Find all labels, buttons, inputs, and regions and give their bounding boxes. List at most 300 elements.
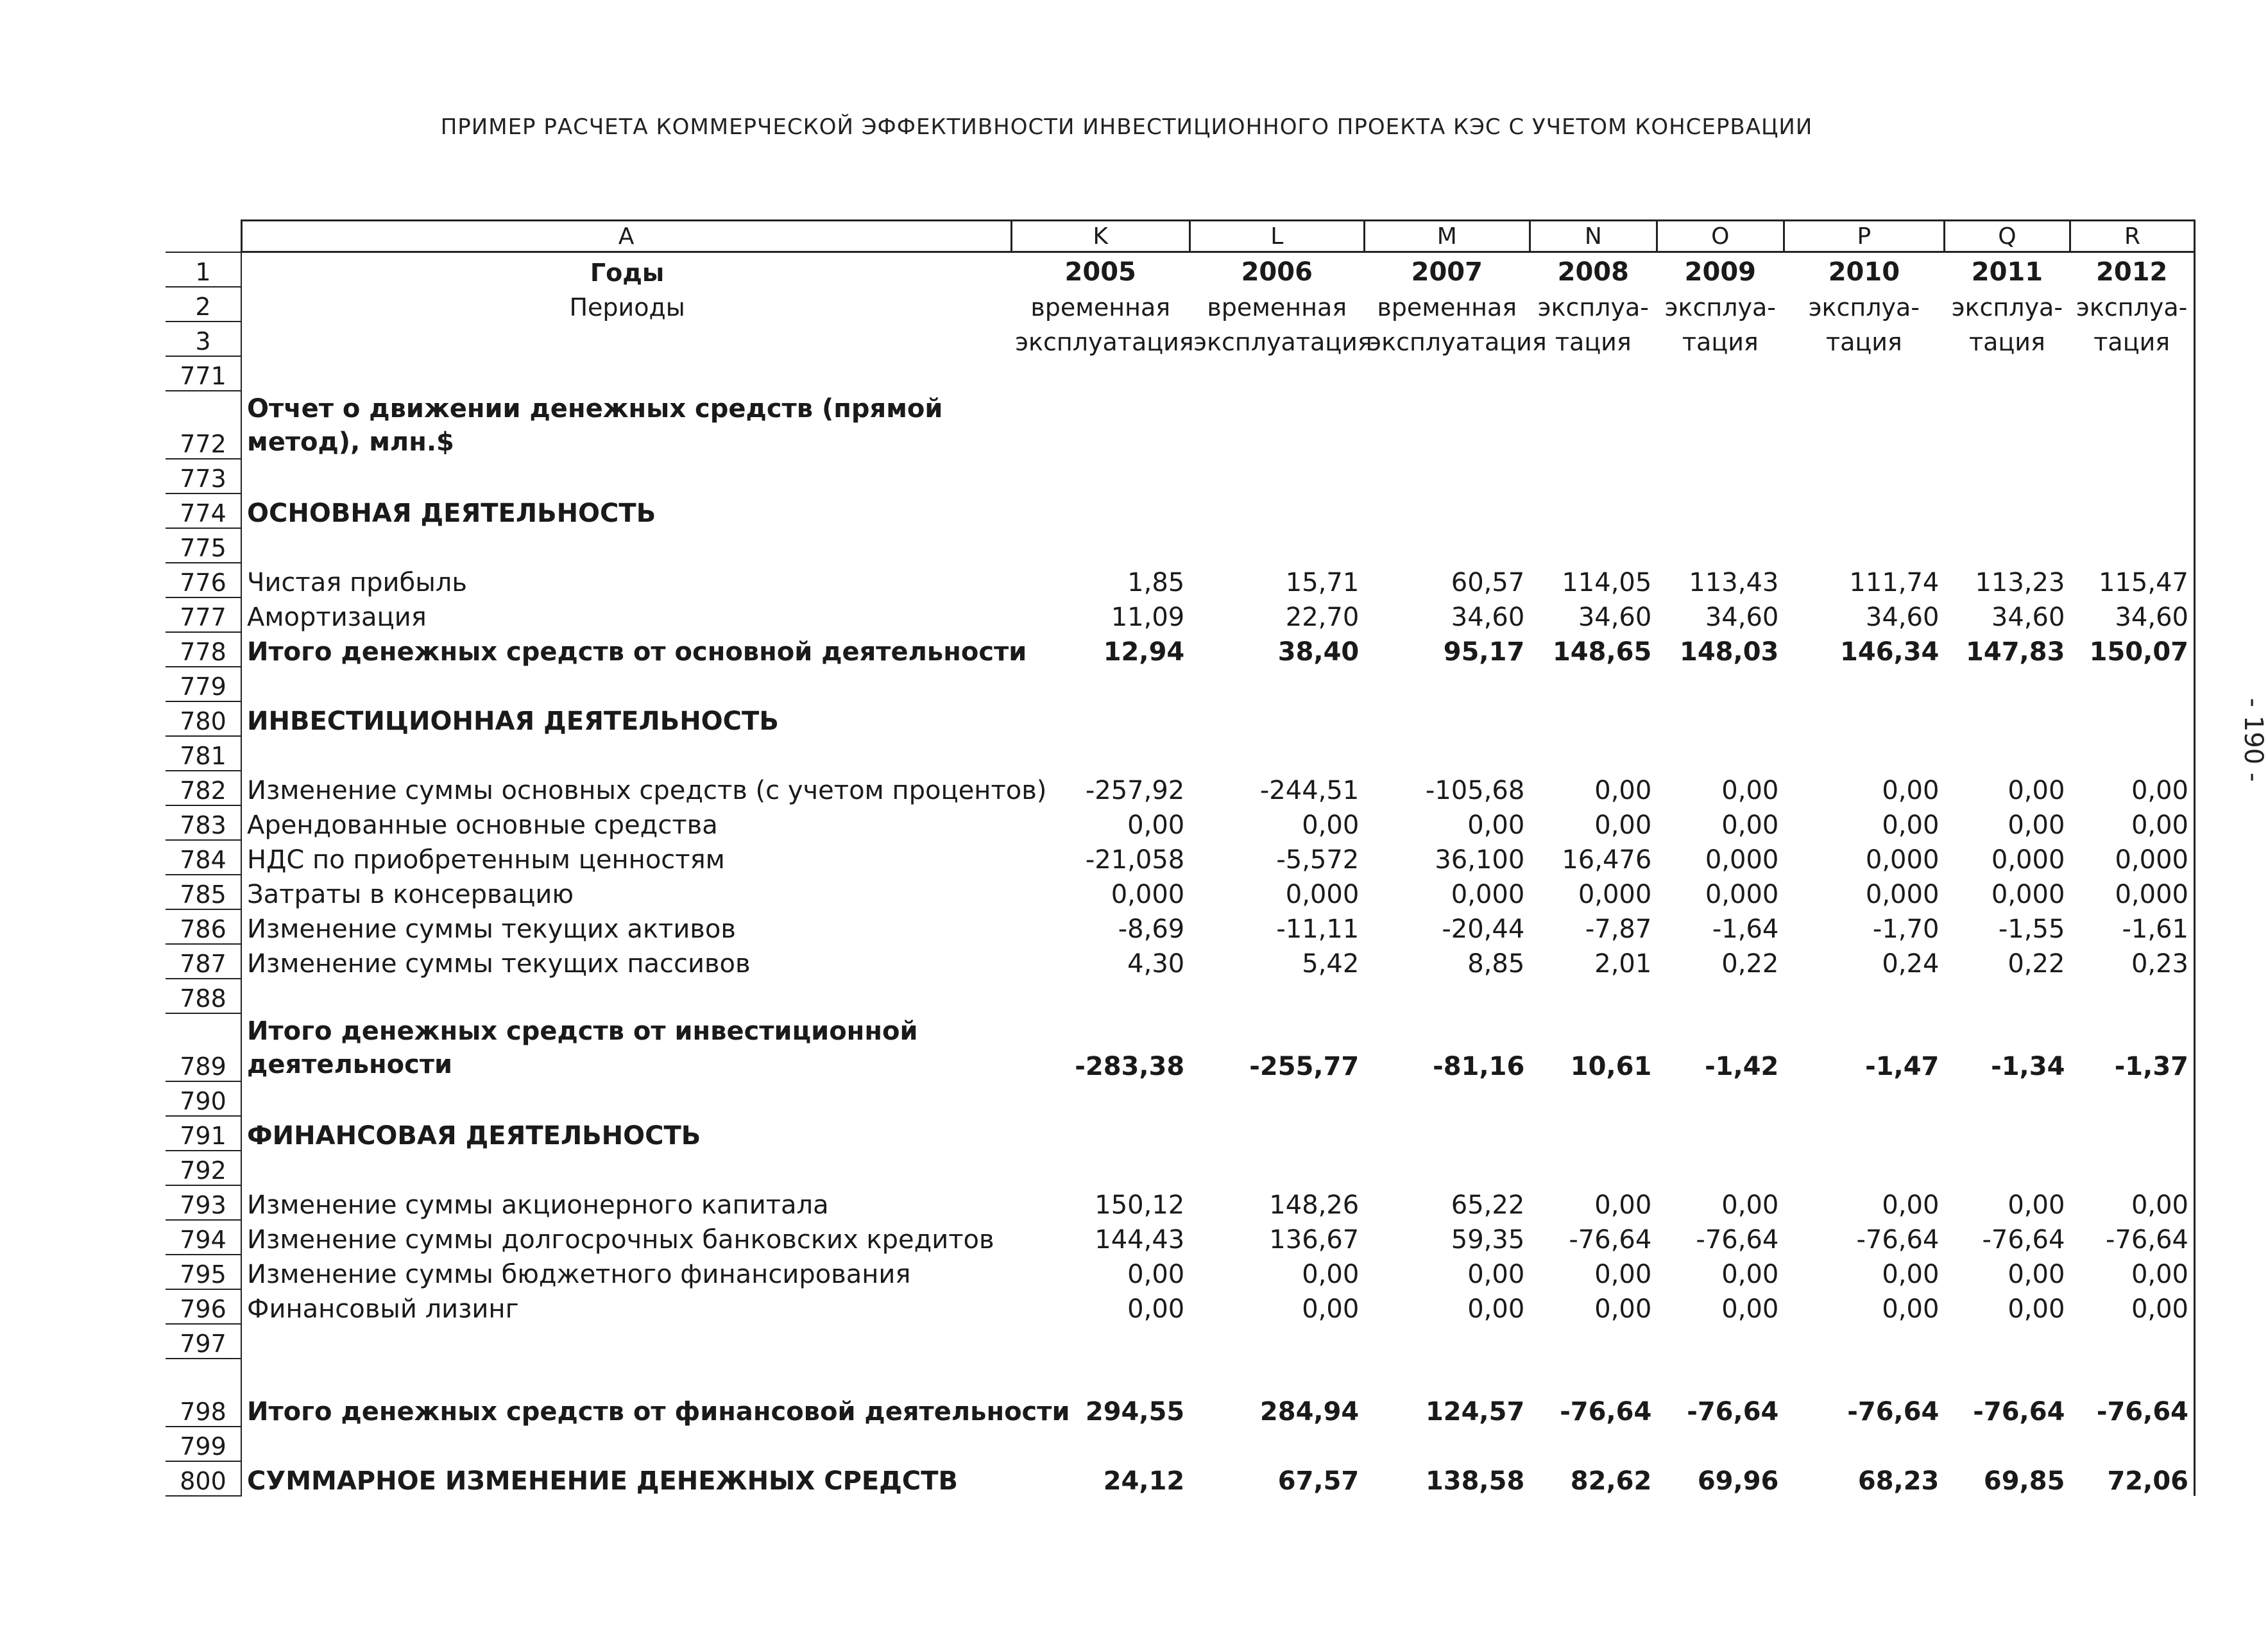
value-cell: -81,16 xyxy=(1433,1051,1525,1081)
table-row xyxy=(166,632,2195,667)
value-cell: -5,572 xyxy=(1276,845,1360,875)
row-label: Чистая прибыль xyxy=(241,563,1011,597)
empty-cell xyxy=(1944,1116,2070,1151)
value-cell: 0,00 xyxy=(1467,1259,1525,1289)
value-cell: 0,00 xyxy=(1882,1190,1940,1220)
value-cell: -8,69 xyxy=(1118,914,1185,944)
table-row xyxy=(166,1185,2195,1220)
empty-cell xyxy=(1364,1151,1530,1185)
value-cell: 4,30 xyxy=(1127,948,1185,979)
table-row xyxy=(166,1013,2195,1081)
value-cell: -7,87 xyxy=(1585,914,1652,944)
row-number: 783 xyxy=(166,805,241,840)
value-cell: 124,57 xyxy=(1425,1396,1525,1427)
table-row xyxy=(166,944,2195,979)
empty-cell xyxy=(1784,459,1944,493)
empty-cell xyxy=(1189,1081,1364,1116)
column-letter-N: N xyxy=(1530,221,1657,252)
value-cell: 148,03 xyxy=(1680,637,1779,667)
empty-cell xyxy=(1657,528,1784,563)
empty-cell xyxy=(1189,528,1364,563)
value-cell: 0,22 xyxy=(1721,948,1779,979)
value-cell: 113,43 xyxy=(1689,567,1779,597)
empty-cell xyxy=(1189,1151,1364,1185)
empty-cell xyxy=(2070,701,2194,736)
header-periods-row xyxy=(166,287,2195,322)
empty-cell xyxy=(1657,701,1784,736)
header-cell: эксплуа- xyxy=(1951,293,2063,322)
header-cell: 2008 xyxy=(1557,257,1629,287)
value-cell: 0,00 xyxy=(1882,810,1940,840)
empty-cell xyxy=(1944,493,2070,528)
empty-cell xyxy=(1189,1116,1364,1151)
row-label xyxy=(241,1081,1011,1116)
column-letter-O: O xyxy=(1657,221,1784,252)
empty-cell xyxy=(1011,736,1189,771)
empty-cell xyxy=(1364,493,1530,528)
empty-cell xyxy=(1364,979,1530,1013)
empty-cell xyxy=(2070,493,2194,528)
value-cell: 5,42 xyxy=(1302,948,1360,979)
empty-cell xyxy=(1944,356,2070,391)
empty-cell xyxy=(1364,1116,1530,1151)
table-row xyxy=(166,771,2195,805)
empty-cell xyxy=(1944,1151,2070,1185)
empty-cell xyxy=(1011,493,1189,528)
value-cell: 15,71 xyxy=(1285,567,1360,597)
row-number: 2 xyxy=(166,287,241,322)
empty-cell xyxy=(2070,1081,2194,1116)
value-cell: -1,34 xyxy=(1991,1051,2065,1081)
value-cell: 136,67 xyxy=(1269,1224,1360,1255)
value-cell: 0,000 xyxy=(2070,840,2194,875)
row-label: Финансовый лизинг xyxy=(241,1289,1011,1324)
table-row xyxy=(166,356,2195,391)
empty-cell xyxy=(1530,459,1657,493)
empty-cell xyxy=(2070,667,2194,701)
row-label xyxy=(241,1427,1011,1461)
value-cell: 69,96 xyxy=(1697,1466,1779,1496)
row-number: 796 xyxy=(166,1289,241,1324)
header-cell: тация xyxy=(1555,327,1632,356)
value-cell: 72,06 xyxy=(2070,1461,2194,1496)
header-cell: тация xyxy=(1825,327,1902,356)
value-cell: 294,55 xyxy=(1085,1396,1185,1427)
value-cell: 0,000 xyxy=(1285,879,1360,909)
table-row xyxy=(166,1289,2195,1324)
empty-cell xyxy=(1657,736,1784,771)
header-label: Периоды xyxy=(241,287,1011,322)
table-row xyxy=(166,563,2195,597)
table-row xyxy=(166,875,2195,909)
value-cell: 0,00 xyxy=(1594,1259,1652,1289)
row-number: 794 xyxy=(166,1220,241,1255)
empty-cell xyxy=(2070,1324,2194,1359)
table-row xyxy=(166,493,2195,528)
value-cell: 148,65 xyxy=(1552,637,1652,667)
table-row xyxy=(166,840,2195,875)
row-number: 793 xyxy=(166,1185,241,1220)
table-row xyxy=(166,459,2195,493)
empty-cell xyxy=(1784,493,1944,528)
value-cell: 82,62 xyxy=(1570,1466,1652,1496)
table-row xyxy=(166,1081,2195,1116)
empty-cell xyxy=(1011,1324,1189,1359)
table-row xyxy=(166,1220,2195,1255)
row-label: ОСНОВНАЯ ДЕЯТЕЛЬНОСТЬ xyxy=(241,493,1011,528)
header-years-row xyxy=(166,252,2195,287)
value-cell: 0,00 xyxy=(1594,810,1652,840)
row-label xyxy=(241,667,1011,701)
value-cell: 0,00 xyxy=(1302,810,1360,840)
row-number: 788 xyxy=(166,979,241,1013)
column-letter-M: M xyxy=(1364,221,1530,252)
column-letter-P: P xyxy=(1784,221,1944,252)
header-cell: эксплуатация xyxy=(1368,327,1547,356)
empty-cell xyxy=(1944,736,2070,771)
table-row xyxy=(166,528,2195,563)
value-cell: 0,00 xyxy=(1467,1294,1525,1324)
value-cell: 0,000 xyxy=(1865,879,1940,909)
value-cell: -1,37 xyxy=(2070,1013,2194,1081)
value-cell: -20,44 xyxy=(1442,914,1525,944)
row-number: 790 xyxy=(166,1081,241,1116)
value-cell: 0,00 xyxy=(2070,1289,2194,1324)
row-label: Затраты в консервацию xyxy=(241,875,1011,909)
value-cell: -283,38 xyxy=(1075,1051,1185,1081)
value-cell: 0,000 xyxy=(1578,879,1652,909)
row-label: Итого денежных средств от основной деятельности xyxy=(241,632,1011,667)
row-label xyxy=(241,528,1011,563)
value-cell: -1,42 xyxy=(1705,1051,1779,1081)
empty-cell xyxy=(1944,528,2070,563)
empty-cell xyxy=(1657,979,1784,1013)
value-cell: 115,47 xyxy=(2070,563,2194,597)
empty-cell xyxy=(1364,1081,1530,1116)
row-number: 778 xyxy=(166,632,241,667)
value-cell: 0,00 xyxy=(1721,1190,1779,1220)
empty-cell xyxy=(1011,701,1189,736)
table-row xyxy=(166,391,2195,459)
empty-cell xyxy=(1364,701,1530,736)
table-row xyxy=(166,1427,2195,1461)
value-cell: 0,00 xyxy=(2070,805,2194,840)
header-cell: 2007 xyxy=(1411,257,1483,287)
value-cell: 34,60 xyxy=(1451,602,1525,632)
value-cell: -11,11 xyxy=(1276,914,1360,944)
header-cell: временная xyxy=(1030,293,1171,322)
empty-cell xyxy=(1189,979,1364,1013)
table-row xyxy=(166,1359,2195,1427)
header-periods-row-2 xyxy=(166,322,2195,356)
row-number: 782 xyxy=(166,771,241,805)
empty-cell xyxy=(1011,667,1189,701)
row-label xyxy=(241,356,1011,391)
header-cell: временная xyxy=(1207,293,1347,322)
row-number: 789 xyxy=(166,1013,241,1081)
row-number: 791 xyxy=(166,1116,241,1151)
value-cell: 0,00 xyxy=(1721,1259,1779,1289)
empty-cell xyxy=(1530,736,1657,771)
value-cell: 34,60 xyxy=(1578,602,1652,632)
value-cell: 0,00 xyxy=(2070,1185,2194,1220)
empty-cell xyxy=(1657,356,1784,391)
value-cell: 0,00 xyxy=(2070,1255,2194,1289)
value-cell: 0,000 xyxy=(1111,879,1185,909)
header-cell: тация xyxy=(2070,322,2194,356)
empty-cell xyxy=(2070,391,2194,459)
value-cell: 0,00 xyxy=(1594,775,1652,805)
table-row xyxy=(166,736,2195,771)
value-cell: 284,94 xyxy=(1259,1396,1360,1427)
column-letters-row xyxy=(166,221,2195,252)
empty-cell xyxy=(2070,1151,2194,1185)
page-title: ПРИМЕР РАСЧЕТА КОММЕРЧЕСКОЙ ЭФФЕКТИВНОСТИ ИНВЕСТИЦИОННОГО ПРОЕКТА КЭС С УЧЕТОМ КОНСЕРВАЦИИ xyxy=(440,114,1813,140)
empty-cell xyxy=(1011,1116,1189,1151)
row-label: Изменение суммы текущих пассивов xyxy=(241,944,1011,979)
value-cell: 0,00 xyxy=(1467,810,1525,840)
value-cell: 0,00 xyxy=(1594,1294,1652,1324)
header-cell: 2005 xyxy=(1064,257,1136,287)
table-row xyxy=(166,805,2195,840)
value-cell: 22,70 xyxy=(1285,602,1360,632)
empty-cell xyxy=(1189,667,1364,701)
row-number: 772 xyxy=(166,391,241,459)
empty-cell xyxy=(1657,391,1784,459)
row-label: Амортизация xyxy=(241,597,1011,632)
empty-cell xyxy=(1530,1324,1657,1359)
row-label: Изменение суммы бюджетного финансирования xyxy=(241,1255,1011,1289)
value-cell: 65,22 xyxy=(1451,1190,1525,1220)
value-cell: -76,64 xyxy=(1973,1396,2065,1427)
value-cell: 38,40 xyxy=(1277,637,1360,667)
value-cell: 0,00 xyxy=(1302,1259,1360,1289)
empty-cell xyxy=(1784,528,1944,563)
value-cell: 34,60 xyxy=(2070,597,2194,632)
header-label: Годы xyxy=(241,252,1011,287)
value-cell: 150,07 xyxy=(2070,632,2194,667)
empty-cell xyxy=(2070,528,2194,563)
value-cell: 0,00 xyxy=(1882,1259,1940,1289)
value-cell: 36,100 xyxy=(1435,845,1525,875)
row-label xyxy=(241,1324,1011,1359)
value-cell: 0,00 xyxy=(1302,1294,1360,1324)
empty-cell xyxy=(1189,391,1364,459)
empty-cell xyxy=(1189,1427,1364,1461)
empty-cell xyxy=(1530,667,1657,701)
value-cell: -244,51 xyxy=(1259,775,1360,805)
value-cell: -1,47 xyxy=(1865,1051,1940,1081)
empty-cell xyxy=(1189,493,1364,528)
value-cell: 144,43 xyxy=(1095,1224,1185,1255)
value-cell: 150,12 xyxy=(1095,1190,1185,1220)
empty-cell xyxy=(1530,493,1657,528)
row-label: Итого денежных средств от инвестиционной деятельности xyxy=(241,1013,1011,1081)
column-letter-L: L xyxy=(1189,221,1364,252)
row-number: 798 xyxy=(166,1359,241,1427)
empty-cell xyxy=(1011,391,1189,459)
row-number: 786 xyxy=(166,909,241,944)
header-cell: эксплуа- xyxy=(1537,293,1649,322)
row-number: 773 xyxy=(166,459,241,493)
row-number: 780 xyxy=(166,701,241,736)
empty-cell xyxy=(1530,1116,1657,1151)
empty-cell xyxy=(2070,459,2194,493)
value-cell: -255,77 xyxy=(1249,1051,1360,1081)
value-cell: 0,00 xyxy=(1882,1294,1940,1324)
table-row xyxy=(166,701,2195,736)
value-cell: 16,476 xyxy=(1562,845,1652,875)
header-cell: эксплуа- xyxy=(2070,287,2194,322)
empty-cell xyxy=(2070,1116,2194,1151)
page-number: - 190 - xyxy=(2238,698,2268,782)
row-label: ФИНАНСОВАЯ ДЕЯТЕЛЬНОСТЬ xyxy=(241,1116,1011,1151)
empty-cell xyxy=(2070,356,2194,391)
value-cell: 11,09 xyxy=(1111,602,1185,632)
empty-cell xyxy=(1784,1324,1944,1359)
empty-cell xyxy=(1189,459,1364,493)
table-row xyxy=(166,1461,2195,1496)
empty-cell xyxy=(1364,667,1530,701)
column-letter-R: R xyxy=(2070,221,2194,252)
empty-cell xyxy=(2070,736,2194,771)
row-number: 787 xyxy=(166,944,241,979)
value-cell: 0,00 xyxy=(1721,775,1779,805)
row-number: 785 xyxy=(166,875,241,909)
row-number-corner xyxy=(166,221,241,252)
row-label: ИНВЕСТИЦИОННАЯ ДЕЯТЕЛЬНОСТЬ xyxy=(241,701,1011,736)
value-cell: -76,64 xyxy=(1982,1224,2065,1255)
empty-cell xyxy=(1364,528,1530,563)
value-cell: 59,35 xyxy=(1451,1224,1525,1255)
empty-cell xyxy=(1944,979,2070,1013)
empty-cell xyxy=(1657,459,1784,493)
row-label: НДС по приобретенным ценностям xyxy=(241,840,1011,875)
value-cell: 8,85 xyxy=(1467,948,1525,979)
value-cell: 0,00 xyxy=(1721,1294,1779,1324)
spreadsheet-table xyxy=(166,219,2196,1497)
value-cell: -76,64 xyxy=(1856,1224,1940,1255)
empty-cell xyxy=(1189,1324,1364,1359)
empty-cell xyxy=(1784,979,1944,1013)
value-cell: -76,64 xyxy=(1687,1396,1779,1427)
value-cell: -1,64 xyxy=(1712,914,1779,944)
row-label xyxy=(241,736,1011,771)
value-cell: 0,00 xyxy=(1721,810,1779,840)
value-cell: 114,05 xyxy=(1562,567,1652,597)
empty-cell xyxy=(1530,1081,1657,1116)
empty-cell xyxy=(1364,1324,1530,1359)
row-label: Итого денежных средств от финансовой деятельности xyxy=(241,1359,1011,1427)
empty-cell xyxy=(1784,391,1944,459)
value-cell: 0,00 xyxy=(2008,1294,2065,1324)
value-cell: 34,60 xyxy=(1705,602,1779,632)
value-cell: -21,058 xyxy=(1085,845,1185,875)
value-cell: 0,00 xyxy=(1127,810,1185,840)
table-body xyxy=(166,221,2195,1496)
row-label xyxy=(241,1151,1011,1185)
value-cell: 0,00 xyxy=(2008,775,2065,805)
value-cell: 0,00 xyxy=(1594,1190,1652,1220)
empty-cell xyxy=(1944,459,2070,493)
row-label: Изменение суммы долгосрочных банковских кредитов xyxy=(241,1220,1011,1255)
value-cell: 0,000 xyxy=(1705,845,1779,875)
empty-cell xyxy=(1364,356,1530,391)
value-cell: 24,12 xyxy=(1103,1466,1185,1496)
value-cell: 10,61 xyxy=(1570,1051,1652,1081)
value-cell: 0,000 xyxy=(1451,879,1525,909)
empty-cell xyxy=(1657,667,1784,701)
value-cell: -76,64 xyxy=(1560,1396,1652,1427)
empty-cell xyxy=(1657,1427,1784,1461)
value-cell: 0,22 xyxy=(2008,948,2065,979)
empty-cell xyxy=(1189,736,1364,771)
table-row xyxy=(166,1324,2195,1359)
value-cell: 34,60 xyxy=(1991,602,2065,632)
row-number: 771 xyxy=(166,356,241,391)
empty-cell xyxy=(1784,1151,1944,1185)
row-number: 3 xyxy=(166,322,241,356)
header-cell: эксплуа- xyxy=(1808,293,1920,322)
empty-cell xyxy=(1530,979,1657,1013)
empty-cell xyxy=(1011,1151,1189,1185)
empty-cell xyxy=(1944,391,2070,459)
row-number: 779 xyxy=(166,667,241,701)
table-row xyxy=(166,667,2195,701)
row-number: 784 xyxy=(166,840,241,875)
column-letter-Q: Q xyxy=(1944,221,2070,252)
column-letter-A: A xyxy=(241,221,1011,252)
value-cell: 138,58 xyxy=(1425,1466,1525,1496)
empty-cell xyxy=(1011,459,1189,493)
value-cell: 69,85 xyxy=(1983,1466,2065,1496)
value-cell: 113,23 xyxy=(1975,567,2065,597)
value-cell: 60,57 xyxy=(1451,567,1525,597)
row-label xyxy=(241,459,1011,493)
empty-cell xyxy=(1784,736,1944,771)
value-cell: -76,64 xyxy=(1847,1396,1940,1427)
table-row xyxy=(166,597,2195,632)
table-row xyxy=(166,909,2195,944)
value-cell: 34,60 xyxy=(1865,602,1940,632)
empty-cell xyxy=(1530,356,1657,391)
column-letter-K: K xyxy=(1011,221,1189,252)
row-label: Арендованные основные средства xyxy=(241,805,1011,840)
value-cell: -76,64 xyxy=(2070,1220,2194,1255)
empty-cell xyxy=(1364,736,1530,771)
row-number: 795 xyxy=(166,1255,241,1289)
value-cell: 0,00 xyxy=(2008,1259,2065,1289)
row-number: 792 xyxy=(166,1151,241,1185)
header-cell: 2009 xyxy=(1684,257,1756,287)
header-cell: 2006 xyxy=(1241,257,1313,287)
row-number: 775 xyxy=(166,528,241,563)
empty-cell xyxy=(1944,1427,2070,1461)
table-row xyxy=(166,1116,2195,1151)
empty-cell xyxy=(1944,1324,2070,1359)
row-label xyxy=(241,979,1011,1013)
empty-cell xyxy=(1784,1427,1944,1461)
empty-cell xyxy=(1944,1081,2070,1116)
empty-cell xyxy=(1011,979,1189,1013)
table-row xyxy=(166,1255,2195,1289)
value-cell: 1,85 xyxy=(1127,567,1185,597)
empty-cell xyxy=(1364,391,1530,459)
row-number: 797 xyxy=(166,1324,241,1359)
empty-cell xyxy=(1189,356,1364,391)
value-cell: -1,70 xyxy=(1872,914,1940,944)
value-cell: 0,00 xyxy=(2008,810,2065,840)
